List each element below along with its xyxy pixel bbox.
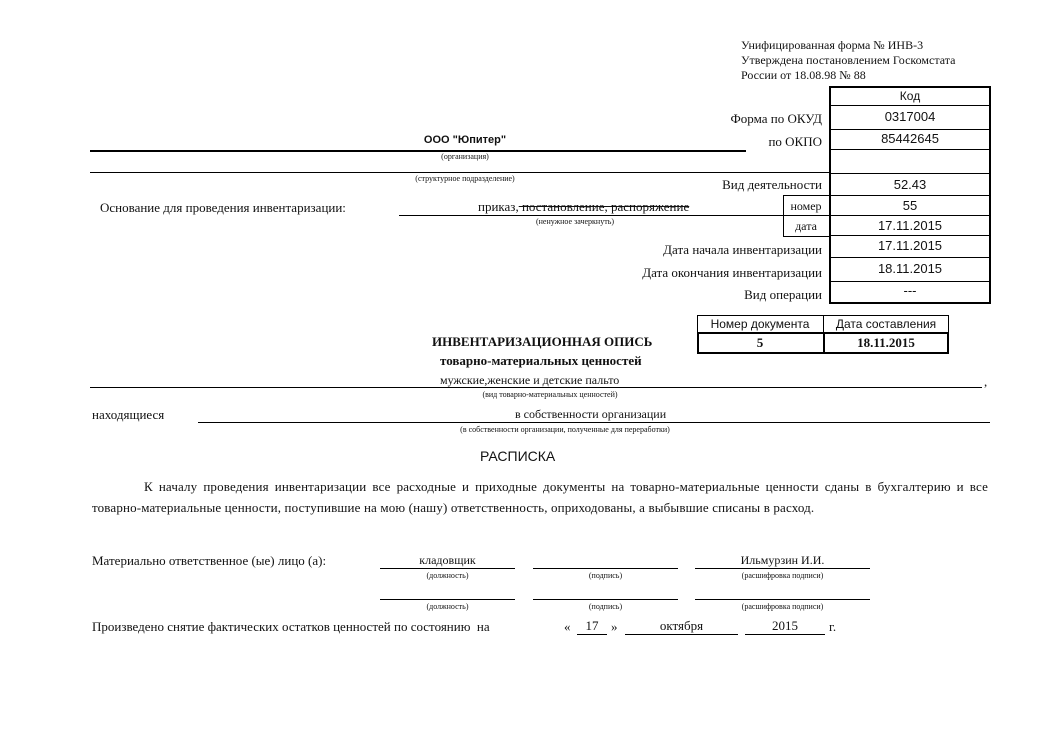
doc-date-header: Дата составления	[835, 317, 937, 331]
position-line-2	[380, 599, 515, 600]
receipt-title: РАСПИСКА	[480, 448, 556, 464]
basis-date-value: 17.11.2015	[831, 216, 989, 236]
receipt-text: К началу проведения инвентаризации все расходные и приходные документы на товарно-материальные ценности сданы в бухгалтерию и все товарно-материальные ценности, поступившие на мою (нашу) ответственность, оприходованы, а выбывшие списаны в расход.	[92, 479, 988, 515]
doc-number-header: Номер документа	[710, 317, 810, 331]
code-header: Код	[831, 88, 989, 106]
goods-value: мужские,женские и детские пальто	[440, 373, 620, 387]
okpo-value: 85442645	[831, 130, 989, 150]
basis-number-value: 55	[831, 196, 989, 216]
position-line-1	[380, 568, 515, 569]
decode-line-1	[695, 568, 870, 569]
doc-number: 5	[756, 335, 764, 350]
goods-comma: ,	[984, 374, 988, 389]
removal-suffix: г.	[829, 619, 837, 634]
goods-caption: (вид товарно-материальных ценностей)	[482, 390, 618, 399]
basis-number-label: номер	[790, 199, 822, 213]
removal-text: Произведено снятие фактических остатков ценностей по состоянию на	[92, 619, 490, 634]
basis-label-divider	[783, 215, 831, 216]
location-line	[198, 422, 990, 423]
basis-value	[478, 199, 689, 215]
basis-kept: приказ,	[478, 199, 519, 214]
document-subtitle: товарно-материальных ценностей	[440, 353, 642, 368]
removal-year: 2015	[772, 618, 798, 633]
organization-caption: (организация)	[441, 152, 489, 161]
subdivision-line	[90, 172, 829, 173]
subdivision-caption: (структурное подразделение)	[415, 174, 515, 183]
responsible-name: Ильмурзин И.И.	[740, 553, 825, 567]
removal-close-quote: »	[611, 619, 618, 634]
form-header-line2: Утверждена постановлением Госкомстата	[741, 53, 956, 67]
responsible-position: кладовщик	[419, 553, 476, 567]
position-caption-2: (должность)	[426, 602, 469, 611]
signature-line-2	[533, 599, 678, 600]
decode-caption-1: (расшифровка подписи)	[741, 571, 824, 580]
start-date-label: Дата начала инвентаризации	[663, 242, 822, 257]
basis-struck: постановление, распоряжение	[518, 199, 690, 214]
form-header-line1: Унифицированная форма № ИНВ-3	[741, 38, 924, 52]
doc-date: 18.11.2015	[857, 335, 915, 350]
okpo-label: по ОКПО	[768, 134, 822, 149]
decode-caption-2: (расшифровка подписи)	[741, 602, 824, 611]
removal-year-line	[745, 634, 825, 635]
operation-label: Вид операции	[744, 287, 822, 302]
basis-label: Основание для проведения инвентаризации:	[100, 200, 346, 215]
removal-day: 17	[585, 618, 599, 633]
signature-caption-2: (подпись)	[588, 602, 623, 611]
basis-caption: (ненужное зачеркнуть)	[535, 217, 615, 226]
removal-month: октября	[659, 618, 704, 633]
removal-open-quote: «	[564, 619, 571, 634]
form-header-line3: России от 18.08.98 № 88	[741, 68, 866, 82]
organization-name: ООО "Юпитер"	[423, 134, 507, 146]
okud-label: Форма по ОКУД	[730, 111, 822, 126]
end-date-value: 18.11.2015	[831, 258, 989, 282]
activity-value: 52.43	[831, 174, 989, 196]
signature-caption-1: (подпись)	[588, 571, 623, 580]
okud-value: 0317004	[831, 106, 989, 130]
responsible-label: Материально ответственное (ые) лицо (а):	[92, 553, 327, 568]
position-caption-1: (должность)	[426, 571, 469, 580]
basis-line	[399, 215, 783, 216]
operation-value: ---	[903, 283, 917, 298]
activity-label: Вид деятельности	[722, 177, 822, 192]
removal-month-line	[625, 634, 738, 635]
removal-day-line	[577, 634, 607, 635]
start-date-value: 17.11.2015	[831, 236, 989, 258]
document-title: ИНВЕНТАРИЗАЦИОННАЯ ОПИСЬ	[432, 334, 653, 349]
basis-date-label: дата	[795, 219, 817, 233]
goods-line	[90, 387, 982, 388]
location-caption: (в собственности организации, полученные для переработки)	[460, 425, 670, 434]
subdivision-code	[831, 150, 989, 174]
location-value: в собственности организации	[515, 407, 667, 421]
decode-line-2	[695, 599, 870, 600]
end-date-label: Дата окончания инвентаризации	[642, 265, 822, 280]
location-label: находящиеся	[92, 407, 165, 422]
signature-line-1	[533, 568, 678, 569]
form-header-note	[741, 38, 955, 83]
